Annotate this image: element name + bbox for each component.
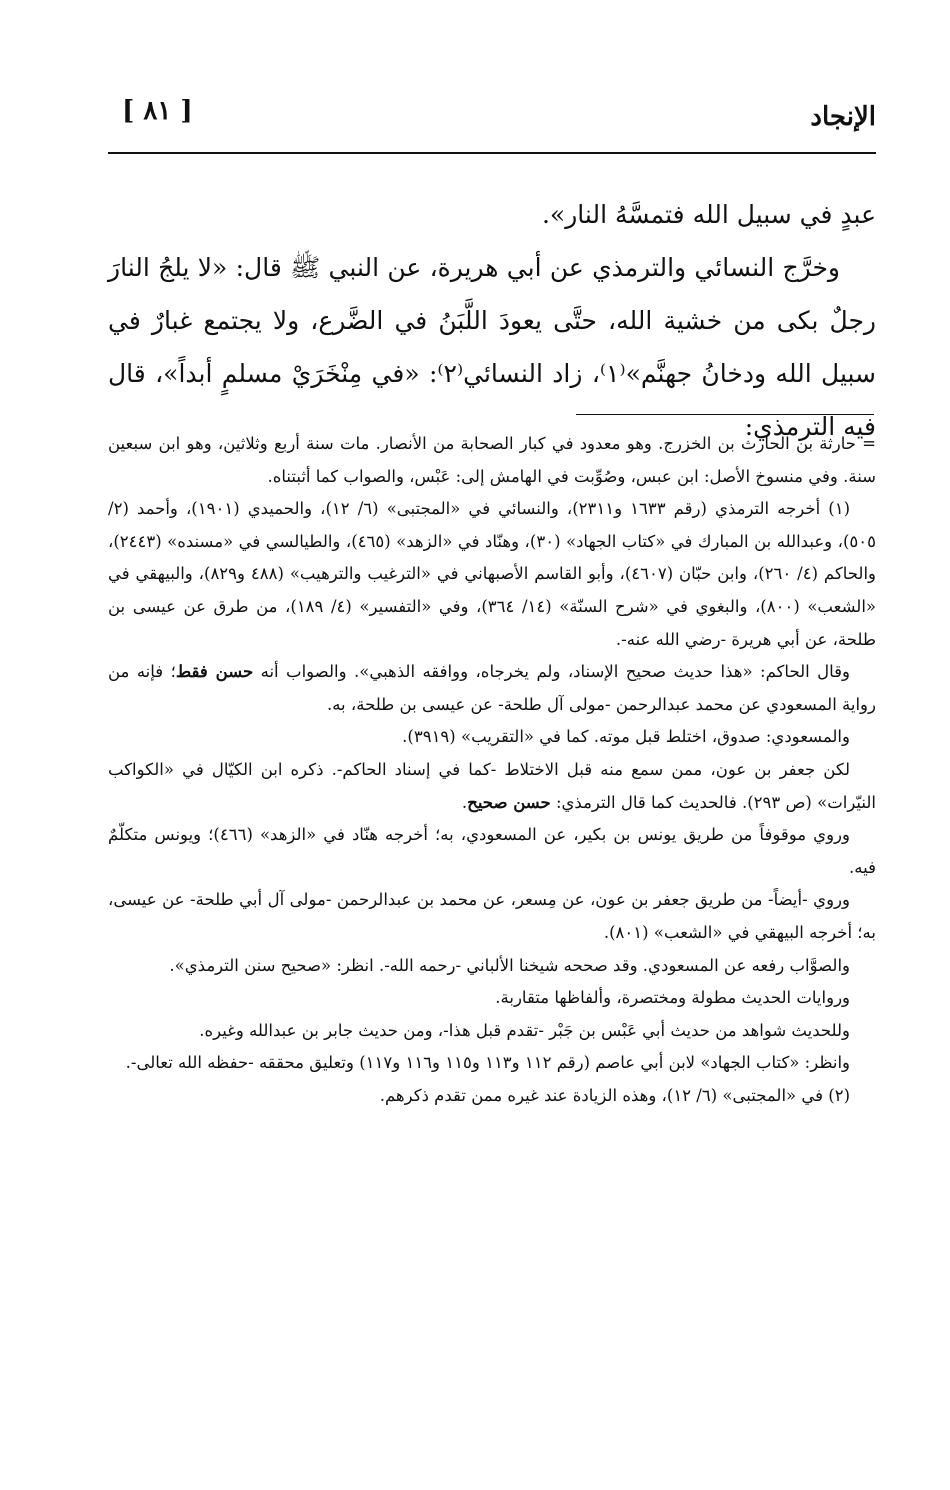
footnote-1-hakim-lead: وقال الحاكم: «هذا حديث صحيح الإسناد، ولم يخرجاه، ووافقه الذهبي». والصواب أنه xyxy=(260,662,850,682)
footnote-1-riwayat: وروايات الحديث مطولة ومختصرة، وألفاظها متقاربة. xyxy=(495,988,850,1008)
footnote-2: (٢) في «المجتبى» (٦/ ١٢)، وهذه الزيادة عند غيره ممن تقدم ذكرهم. xyxy=(379,1085,850,1105)
page-header xyxy=(108,92,876,154)
footnote-1-tirmidhi-grade: حسن صحيح xyxy=(467,792,551,812)
footnote-1-jafar xyxy=(108,754,876,819)
running-title: الإنجاد xyxy=(810,102,876,132)
footnote-1-hakim-rest: ؛ فإنه من رواية المسعودي عن محمد عبدالرحمن -مولى آل طلحة- عن عيسى بن طلحة، به. xyxy=(108,662,876,714)
footnote-1-see-also: وانظر: «كتاب الجهاد» لابن أبي عاصم (رقم ١١٢ و١١٣ و١١٥ و١١٦ و١١٧) وتعليق محققه -حفظه الله تعالى-. xyxy=(125,1053,850,1073)
footnote-1-masudi: والمسعودي: صدوق، اختلط قبل موته. كما في «التقريب» (٣٩١٩). xyxy=(402,727,850,747)
footnote-1-misar: وروي -أيضاً- من طريق جعفر بن عون، عن مِسعر، عن محمد بن عبدالرحمن -مولى آل أبي طلحة- عن عيسى، به؛ أخرجه البيهقي في «الشعب» (٨٠١). xyxy=(108,890,876,942)
footnotes xyxy=(108,428,876,1112)
footnote-separator xyxy=(576,414,874,415)
footnote-1-hakim xyxy=(108,656,876,721)
footnote-1-jafar-lead: لكن جعفر بن عون، ممن سمع منه قبل الاختلاط -كما في إسناد الحاكم-. ذكره ابن الكيّال في «الكواكب النيّرات» (ص ٢٩٣). فالحديث كما قال الترمذي: xyxy=(108,759,876,812)
footnote-1-grade: حسن فقط xyxy=(175,662,254,682)
footnote-1-jafar-end: . xyxy=(461,792,468,812)
page-number: [ ٨١ ] xyxy=(122,96,193,126)
footnote-1: (١) أخرجه الترمذي (رقم ١٦٣٣ و٢٣١١)، والنسائي في «المجتبى» (٦/ ١٢)، والحميدي (١٩٠١)، وأحمد (٢/ ٥٠٥)، وعبدالله بن المبارك في «كتاب الجهاد» (٣٠)، وهنّاد في «الزهد» (٤٦٥)، والطيالسي في «مسنده» (٢٤٤٣)، والحاكم (٤/ ٢٦٠)، وابن حبّان (٤٦٠٧)، وأبو القاسم الأصبهاني في «الترغيب والترهيب» (٤٨٨ و٨٢٩)، والبيهقي في «الشعب» (٨٠٠)، والبغوي في «شرح السنّة» (١٤/ ٣٦٤)، وفي «التفسير» (٤/ ١٨٩)، من طرق عن عيسى بن طلحة، عن أبي هريرة -رضي الله عنه-. xyxy=(108,499,877,649)
footnote-1-shawahid: وللحديث شواهد من حديث أبي عَبْس بن جَبْر -تقدم قبل هذا-، ومن حديث جابر بن عبدالله وغيره. xyxy=(199,1020,850,1040)
main-paragraph-2: وخرَّج النسائي والترمذي عن أبي هريرة، عن النبي ﷺ قال: «لا يلجُ النارَ رجلٌ بكى من خشية الله، حتَّى يعودَ اللَّبَنُ في الضَّرع، ولا يجتمع غبارٌ في سبيل الله ودخانُ جهنَّم»⁽١⁾، زاد النسائي⁽٢⁾: «في مِنْخَرَيْ مسلمٍ أبداً»، قال فيه الترمذي: xyxy=(108,253,876,441)
footnote-continuation: = حارثة بن الحارث بن الخزرج. وهو معدود في كبار الصحابة من الأنصار. مات سنة أربع وثلاثين، وهو ابن سبعين سنة. وفي منسوخ الأصل: ابن عبس، وصُوِّبت في الهامش إلى: عَبْس، والصواب كما أثبتناه. xyxy=(108,434,876,486)
footnote-1-mawquf: وروي موقوفاً من طريق يونس بن بكير، عن المسعودي، به؛ أخرجه هنّاد في «الزهد» (٤٦٦)؛ ويونس متكلّمٌ فيه. xyxy=(108,825,876,877)
main-paragraph-1: عبدٍ في سبيل الله فتمسَّهُ النار». xyxy=(541,200,876,229)
footnote-1-albani: والصوَّاب رفعه عن المسعودي. وقد صححه شيخنا الألباني -رحمه الله-. انظر: «صحيح سنن الترمذي». xyxy=(169,955,850,975)
